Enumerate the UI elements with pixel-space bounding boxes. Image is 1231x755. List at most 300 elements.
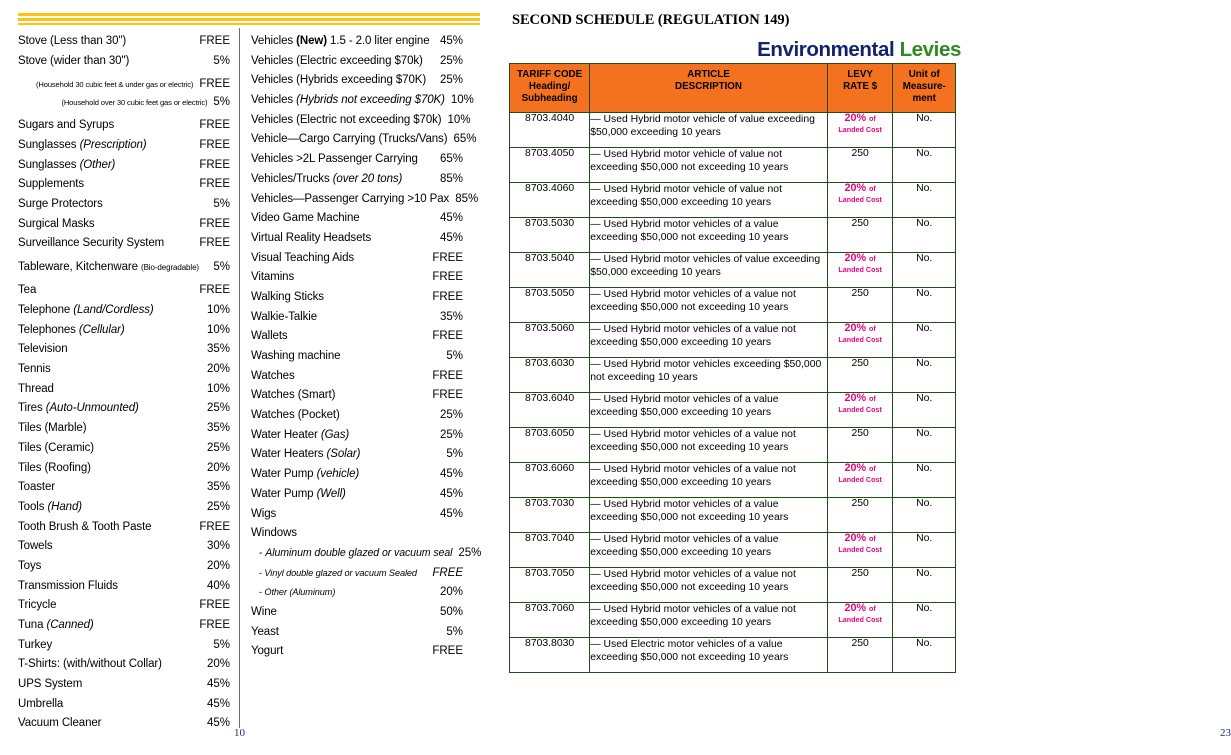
tariff-item-rate: 45% [439, 507, 463, 520]
tariff-list-item [18, 140, 230, 152]
tariff-item-name: Wigs [251, 507, 277, 520]
tariff-item-rate: 5% [446, 625, 463, 638]
tariff-item-rate: 10% [447, 113, 471, 126]
tariff-item-rate: 45% [206, 678, 230, 691]
table-row [510, 217, 956, 252]
table-row [510, 392, 956, 427]
tariff-item-name: Water Heater (Gas) [251, 428, 350, 441]
tariff-item-name: Telephone (Land/Cordless) [18, 304, 154, 316]
cell-unit-of-measurement: No. [893, 602, 956, 637]
header-line: ARTICLE [687, 69, 730, 80]
tariff-list-item [251, 546, 482, 560]
header-line: DESCRIPTION [675, 81, 742, 93]
tariff-item-rate: FREE [432, 271, 463, 284]
tariff-item-name: Water Pump (Well) [251, 487, 346, 500]
table-row [510, 322, 956, 357]
tariff-list-item [251, 587, 463, 599]
tariff-item-name: - Vinyl double glazed or vacuum Sealed [259, 567, 417, 578]
column-header-unit-of-measurement [893, 64, 956, 113]
tariff-item-name: Wine [251, 605, 277, 618]
cell-unit-of-measurement: No. [893, 252, 956, 287]
tariff-list-item [18, 305, 230, 317]
cell-tariff-code: 8703.6060 [510, 462, 590, 497]
tariff-item-rate: FREE [199, 35, 230, 47]
tariff-item-name: Wallets [251, 330, 288, 343]
tariff-list-item [251, 192, 479, 206]
tariff-item-name: Vehicles (New) 1.5 - 2.0 liter engine [251, 35, 430, 47]
cell-levy-rate: 20% of Landed Cost [827, 532, 893, 567]
tariff-item-rate: FREE [199, 217, 230, 230]
table-row [510, 147, 956, 182]
left-page [0, 0, 492, 755]
tariff-list-item [18, 56, 230, 68]
table-row [510, 182, 956, 217]
tariff-item-name: Television [18, 343, 68, 356]
tariff-list-column-2 [251, 35, 482, 666]
tariff-list-item [18, 403, 230, 415]
cell-unit-of-measurement: No. [893, 462, 956, 497]
cell-levy-rate: 250 [827, 567, 893, 602]
tariff-item-rate: 50% [439, 605, 463, 618]
tariff-list-item [18, 600, 230, 612]
tariff-list-item [18, 561, 230, 573]
tariff-item-name: Umbrella [18, 697, 64, 710]
table-row [510, 637, 956, 672]
tariff-item-rate: 5% [213, 95, 230, 108]
rule-line-2 [18, 18, 480, 21]
tariff-list-item [251, 113, 471, 127]
tariff-list-item [18, 364, 230, 376]
tariff-item-name: Vitamins [251, 271, 295, 284]
tariff-item-name: Tiles (Roofing) [18, 461, 91, 474]
tariff-item-rate: 5% [446, 448, 463, 461]
tariff-item-name: (Household over 30 cubic feet gas or electric) [61, 97, 208, 107]
tariff-list-item [18, 423, 230, 435]
tariff-list-item [251, 75, 463, 87]
tariff-list-item [18, 699, 230, 711]
tariff-list-item [18, 160, 230, 172]
cell-article-description: — Used Electric motor vehicles of a value exceeding $50,000 not exceeding 10 years [590, 637, 828, 672]
tariff-item-rate: 5% [213, 54, 230, 67]
tariff-item-rate: 10% [450, 94, 474, 107]
header-line: RATE $ [843, 81, 878, 93]
table-row [510, 252, 956, 287]
cell-levy-rate: 20% of Landed Cost [827, 462, 893, 497]
tariff-item-name: Tooth Brush & Tooth Paste [18, 520, 152, 533]
cell-unit-of-measurement: No. [893, 287, 956, 322]
tariff-item-rate: FREE [432, 566, 463, 579]
tariff-item-name: Tools (Hand) [18, 500, 83, 513]
cell-unit-of-measurement: No. [893, 217, 956, 252]
tariff-item-rate: FREE [432, 290, 463, 303]
cell-article-description: — Used Hybrid motor vehicles of a value not exceeding $50,000 exceeding 10 years [590, 462, 828, 497]
tariff-list-item [251, 568, 463, 580]
table-row [510, 462, 956, 497]
tariff-list-item [18, 541, 230, 553]
tariff-item-rate: 35% [439, 310, 463, 323]
tariff-list-item [251, 133, 477, 146]
tariff-list-item [251, 627, 463, 639]
tariff-item-name: Vehicles >2L Passenger Carrying [251, 153, 418, 166]
page-number-left: 10 [234, 727, 245, 739]
header-line: Unit of [908, 69, 940, 80]
cell-tariff-code: 8703.6050 [510, 427, 590, 462]
cell-article-description: — Used Hybrid motor vehicles of a value not exceeding $50,000 exceeding 10 years [590, 602, 828, 637]
tariff-item-name: Tea [18, 284, 37, 297]
tariff-list-item [18, 262, 230, 274]
rule-line-3 [18, 23, 480, 25]
table-row [510, 357, 956, 392]
cell-levy-rate: 20% of Landed Cost [827, 392, 893, 427]
tariff-item-rate: 85% [455, 192, 479, 205]
header-line: LEVY [847, 69, 873, 80]
cell-unit-of-measurement: No. [893, 497, 956, 532]
brand-title [757, 38, 961, 62]
tariff-item-name: Surveillance Security System [18, 237, 165, 250]
tariff-item-name: Vehicles (Electric not exceeding $70k) [251, 113, 442, 126]
tariff-list-item [18, 384, 230, 396]
tariff-item-name: Yogurt [251, 645, 284, 658]
tariff-list-item [251, 292, 463, 304]
tariff-item-name: Water Heaters (Solar) [251, 448, 361, 461]
tariff-list-item [251, 253, 463, 265]
tariff-item-name: (Household 30 cubic feet & under gas or electric) [36, 80, 194, 90]
tariff-list-item [18, 97, 230, 109]
tariff-item-name: Visual Teaching Aids [251, 251, 355, 264]
tariff-list-item [251, 174, 463, 186]
column-header-tariff-code [510, 64, 590, 113]
tariff-item-rate: FREE [199, 599, 230, 612]
table-row [510, 497, 956, 532]
tariff-item-rate: FREE [199, 138, 230, 151]
tariff-list-item [18, 482, 230, 494]
tariff-item-name: Thread [18, 382, 54, 395]
tariff-item-name: Watches (Smart) [251, 389, 336, 402]
tariff-list-item [18, 344, 230, 356]
tariff-item-name: Walking Sticks [251, 290, 324, 303]
cell-tariff-code: 8703.6030 [510, 357, 590, 392]
brand-title-part1: Environmental [757, 38, 895, 61]
tariff-list-item [18, 179, 230, 191]
tariff-list-item [251, 233, 463, 245]
tariff-item-rate: 45% [439, 468, 463, 481]
cell-tariff-code: 8703.5060 [510, 322, 590, 357]
table-body [510, 112, 956, 672]
cell-article-description: — Used Hybrid motor vehicles of a value exceeding $50,000 exceeding 10 years [590, 532, 828, 567]
tariff-item-rate: 25% [206, 500, 230, 513]
cell-article-description: — Used Hybrid motor vehicles of a value not exceeding $50,000 not exceeding 10 years [590, 287, 828, 322]
tariff-item-rate: 35% [206, 422, 230, 435]
column-header-levy-rate [827, 64, 893, 113]
cell-tariff-code: 8703.8030 [510, 637, 590, 672]
tariff-item-rate: 25% [439, 74, 463, 87]
tariff-list-item [251, 154, 463, 166]
tariff-item-rate: 20% [206, 461, 230, 474]
table-row [510, 287, 956, 322]
tariff-list-item [251, 351, 463, 363]
tariff-item-name: Vehicles/Trucks (over 20 tons) [251, 172, 403, 185]
tariff-list-item [251, 371, 463, 383]
tariff-item-rate: FREE [432, 369, 463, 382]
table-row [510, 112, 956, 147]
right-page [492, 0, 1231, 755]
tariff-list-item [251, 489, 463, 501]
cell-tariff-code: 8703.5040 [510, 252, 590, 287]
cell-tariff-code: 8703.4060 [510, 182, 590, 217]
header-line: Measure- [902, 81, 946, 93]
tariff-item-rate: 45% [439, 487, 463, 500]
tariff-list-item [251, 312, 463, 324]
tariff-item-rate: 25% [439, 409, 463, 422]
tariff-item-rate: 10% [206, 382, 230, 395]
tariff-item-rate: 65% [453, 133, 477, 146]
table-header-row [510, 64, 956, 113]
tariff-item-name: Sunglasses (Other) [18, 158, 116, 171]
tariff-list-item [251, 94, 474, 107]
tariff-item-name: Supplements [18, 178, 85, 191]
tariff-item-name: Stove (wider than 30") [18, 54, 130, 67]
tariff-item-name: Vehicles—Passenger Carrying >10 Pax [251, 192, 450, 205]
tariff-item-name: - Other (Aluminum) [259, 587, 336, 598]
tariff-item-rate: 5% [446, 350, 463, 362]
cell-unit-of-measurement: No. [893, 357, 956, 392]
cell-unit-of-measurement: No. [893, 322, 956, 357]
tariff-list-item [18, 238, 230, 250]
tariff-item-name: Toys [18, 559, 42, 572]
cell-article-description: — Used Hybrid motor vehicles of a value not exceeding $50,000 not exceeding 10 years [590, 427, 828, 462]
tariff-list-column-1 [18, 36, 230, 738]
cell-tariff-code: 8703.4050 [510, 147, 590, 182]
tariff-list-item [251, 607, 463, 619]
brand-title-part2: Levies [899, 38, 961, 61]
tariff-item-rate: 45% [439, 35, 463, 47]
tariff-item-rate: 10% [206, 304, 230, 316]
tariff-item-rate: 45% [206, 717, 230, 730]
tariff-list-item [18, 581, 230, 593]
tariff-list-item [251, 213, 463, 225]
tariff-list-item [18, 502, 230, 514]
cell-article-description: — Used Hybrid motor vehicles of a value exceeding $50,000 not exceeding 10 years [590, 217, 828, 252]
tariff-item-rate: 25% [206, 441, 230, 454]
cell-levy-rate: 250 [827, 427, 893, 462]
cell-tariff-code: 8703.7060 [510, 602, 590, 637]
cell-tariff-code: 8703.6040 [510, 392, 590, 427]
table-row [510, 602, 956, 637]
tariff-list-item [18, 463, 230, 475]
tariff-item-rate: 40% [206, 579, 230, 592]
tariff-item-name: Stove (Less than 30") [18, 35, 127, 47]
page-number-right: 23 [1220, 727, 1231, 739]
tariff-item-name: - Aluminum double glazed or vacuum seal [259, 546, 453, 559]
tariff-item-rate: FREE [199, 520, 230, 533]
tariff-list-item [18, 679, 230, 691]
tariff-list-item [251, 331, 463, 343]
cell-article-description: — Used Hybrid motor vehicles of a value not exceeding $50,000 exceeding 10 years [590, 322, 828, 357]
cell-unit-of-measurement: No. [893, 637, 956, 672]
cell-article-description: — Used Hybrid motor vehicle of value not exceeding $50,000 not exceeding 10 years [590, 147, 828, 182]
tariff-item-rate: 30% [206, 540, 230, 553]
tariff-item-rate: FREE [432, 645, 463, 658]
tariff-list-item [18, 718, 230, 730]
table-row [510, 567, 956, 602]
tariff-item-name: Towels [18, 540, 53, 553]
tariff-list-item [18, 79, 230, 91]
table-header [510, 64, 956, 113]
tariff-item-name: Tennis [18, 363, 51, 376]
tariff-list-item [251, 36, 463, 48]
tariff-item-rate: FREE [199, 119, 230, 132]
tariff-item-rate: 35% [206, 481, 230, 494]
tariff-item-rate: 20% [206, 363, 230, 376]
tariff-item-name: Turkey [18, 638, 53, 651]
tariff-item-rate: 5% [213, 260, 230, 273]
cell-levy-rate: 20% of Landed Cost [827, 602, 893, 637]
tariff-item-rate: 5% [213, 638, 230, 651]
tariff-list-item [18, 120, 230, 132]
tariff-item-rate: 45% [439, 231, 463, 244]
tariff-list-item [251, 449, 463, 461]
tariff-list-item [18, 325, 230, 337]
tariff-list-item [18, 659, 230, 671]
tariff-item-rate: 65% [439, 153, 463, 166]
tariff-item-rate: 35% [206, 343, 230, 356]
column-divider [239, 28, 240, 728]
tariff-item-name: Walkie-Talkie [251, 310, 318, 323]
tariff-item-name: Vehicles (Hybrids exceeding $70K) [251, 74, 427, 87]
tariff-item-rate: 85% [439, 172, 463, 185]
tariff-item-rate: 25% [439, 54, 463, 67]
tariff-list-item [251, 646, 463, 658]
tariff-item-name: Tiles (Marble) [18, 422, 87, 435]
cell-tariff-code: 8703.5050 [510, 287, 590, 322]
cell-tariff-code: 8703.7030 [510, 497, 590, 532]
tariff-item-name: Yeast [251, 625, 279, 638]
tariff-item-name: Virtual Reality Headsets [251, 231, 372, 244]
tariff-item-rate: 10% [206, 323, 230, 336]
schedule-heading: SECOND SCHEDULE (REGULATION 149) [512, 12, 790, 28]
tariff-item-rate: 25% [206, 402, 230, 415]
tariff-item-name: Tires (Auto-Unmounted) [18, 402, 139, 415]
header-line: Heading/ [528, 81, 571, 93]
cell-article-description: — Used Hybrid motor vehicle of value not exceeding $50,000 exceeding 10 years [590, 182, 828, 217]
tariff-item-name: Tuna (Canned) [18, 619, 94, 631]
tariff-item-rate: 5% [213, 197, 230, 210]
tariff-list-item [251, 509, 463, 521]
tariff-item-rate: FREE [432, 330, 463, 343]
tariff-item-name: Toaster [18, 481, 56, 494]
tariff-list-item [18, 285, 230, 297]
tariff-item-rate: 20% [439, 586, 463, 599]
cell-unit-of-measurement: No. [893, 427, 956, 462]
header-line: TARIFF CODE [517, 69, 583, 80]
tariff-list-item [251, 390, 463, 402]
tariff-list-item [18, 522, 230, 534]
tariff-list-item [18, 620, 230, 632]
cell-levy-rate: 250 [827, 637, 893, 672]
tariff-item-rate: 45% [439, 212, 463, 225]
tariff-item-rate: FREE [199, 178, 230, 191]
rule-line-1 [18, 13, 480, 16]
tariff-item-name: Video Game Machine [251, 212, 360, 225]
tariff-item-name: Transmission Fluids [18, 579, 118, 592]
tariff-item-rate: FREE [199, 284, 230, 297]
cell-unit-of-measurement: No. [893, 567, 956, 602]
tariff-item-name: Watches (Pocket) [251, 409, 340, 422]
tariff-list-item [251, 56, 463, 68]
cell-tariff-code: 8703.7050 [510, 567, 590, 602]
cell-unit-of-measurement: No. [893, 112, 956, 147]
tariff-item-name: Vehicle—Cargo Carrying (Trucks/Vans) [251, 133, 448, 146]
cell-levy-rate: 250 [827, 217, 893, 252]
cell-levy-rate: 20% of Landed Cost [827, 182, 893, 217]
cell-levy-rate: 20% of Landed Cost [827, 252, 893, 287]
tariff-item-rate: FREE [199, 619, 230, 631]
cell-levy-rate: 20% of Landed Cost [827, 322, 893, 357]
tariff-item-name: Vehicles (Hybrids not exceeding $70K) [251, 94, 445, 107]
cell-unit-of-measurement: No. [893, 392, 956, 427]
tariff-item-name: Sunglasses (Prescription) [18, 138, 147, 151]
tariff-list-item [18, 640, 230, 652]
tariff-item-name: Surge Protectors [18, 197, 103, 210]
cell-unit-of-measurement: No. [893, 182, 956, 217]
cell-levy-rate: 250 [827, 357, 893, 392]
cell-article-description: — Used Hybrid motor vehicles of a value not exceeding $50,000 not exceeding 10 years [590, 567, 828, 602]
tariff-item-name: Washing machine [251, 350, 341, 362]
tariff-item-name: Surgical Masks [18, 217, 95, 230]
tariff-item-name: Tricycle [18, 599, 57, 612]
cell-levy-rate: 250 [827, 287, 893, 322]
header-line: ment [912, 93, 936, 105]
cell-unit-of-measurement: No. [893, 147, 956, 182]
tariff-item-name: Windows [251, 527, 297, 540]
tariff-item-rate: 20% [206, 559, 230, 572]
cell-levy-rate: 250 [827, 497, 893, 532]
cell-tariff-code: 8703.5030 [510, 217, 590, 252]
cell-article-description: — Used Hybrid motor vehicles of a value exceeding $50,000 exceeding 10 years [590, 392, 828, 427]
tariff-list-item [18, 36, 230, 48]
tariff-item-rate: FREE [199, 78, 230, 91]
tariff-list-item [251, 528, 463, 540]
column-header-article-description [590, 64, 828, 113]
tariff-item-name: Water Pump (vehicle) [251, 468, 360, 481]
cell-levy-rate: 20% of Landed Cost [827, 112, 893, 147]
tariff-item-rate: FREE [432, 389, 463, 402]
table-row [510, 532, 956, 567]
tariff-item-rate: 20% [206, 658, 230, 671]
cell-article-description: — Used Hybrid motor vehicles of value exceeding $50,000 exceeding 10 years [590, 252, 828, 287]
cell-tariff-code: 8703.7040 [510, 532, 590, 567]
tariff-item-rate: FREE [199, 158, 230, 171]
table-row [510, 427, 956, 462]
tariff-item-rate: 45% [206, 697, 230, 710]
tariff-item-name: Tableware, Kitchenware (Bio-degradable) [18, 260, 199, 273]
tariff-item-name: Vacuum Cleaner [18, 717, 102, 730]
header-line: Subheading [521, 93, 578, 105]
tariff-list-item [18, 199, 230, 211]
tariff-list-item [251, 430, 463, 442]
cell-tariff-code: 8703.4040 [510, 112, 590, 147]
environmental-levies-table [509, 63, 956, 673]
tariff-item-name: T-Shirts: (with/without Collar) [18, 658, 162, 671]
tariff-list-item [18, 443, 230, 455]
top-rule-decoration [18, 13, 480, 25]
cell-unit-of-measurement: No. [893, 532, 956, 567]
cell-article-description: — Used Hybrid motor vehicle of value exceeding $50,000 exceeding 10 years [590, 112, 828, 147]
tariff-item-rate: FREE [199, 237, 230, 250]
tariff-item-name: Watches [251, 369, 295, 382]
tariff-item-rate: 25% [439, 428, 463, 441]
tariff-item-rate: FREE [432, 251, 463, 264]
